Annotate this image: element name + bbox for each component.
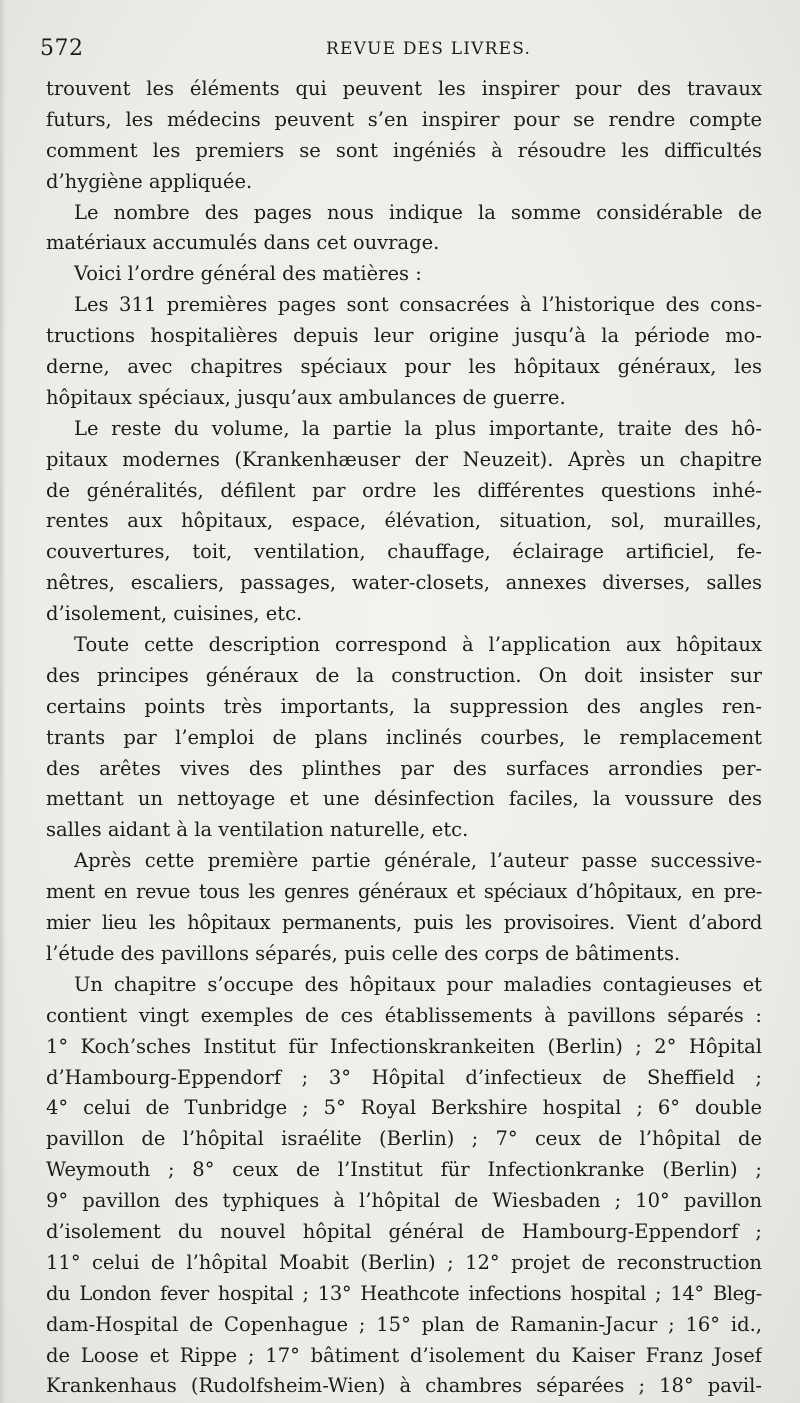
text-line: 9° pavillon des typhiques à l’hôpital de Wiesbaden ; 10° pavillon — [46, 1189, 762, 1213]
text-line: d’hygiène appliquée. — [46, 169, 253, 193]
text-line: Krankenhaus (Rudolfsheim-Wien) à chambres séparées ; 18° pavil- — [46, 1374, 762, 1398]
text-line: d’Hambourg-Eppendorf ; 3° Hôpital d’infectieux de Sheffield ; — [46, 1065, 762, 1089]
text-line: Le reste du volume, la partie la plus importante, traite des hô- — [74, 416, 762, 440]
text-line: derne, avec chapitres spéciaux pour les hôpitaux généraux, les — [46, 355, 762, 379]
text-line: futurs, les médecins peuvent s’en inspirer pour se rendre compte — [46, 107, 762, 131]
text-line: certains points très importants, la suppression des angles ren- — [46, 694, 762, 718]
text-line: nêtres, escaliers, passages, water-closets, annexes diverses, salles — [46, 571, 762, 595]
text-line: des principes généraux de la construction. On doit insister sur — [46, 663, 762, 687]
body-text — [46, 74, 762, 1402]
text-line: salles aidant à la ventilation naturelle, etc. — [46, 818, 469, 842]
text-line: trouvent les éléments qui peuvent les inspirer pour des travaux — [46, 77, 762, 100]
text-line: des arêtes vives des plinthes par des surfaces arrondies per- — [46, 756, 762, 780]
text-line: comment les premiers se sont ingéniés à résoudre les difficultés — [46, 138, 762, 162]
running-title: REVUE DES LIVRES. — [326, 39, 532, 59]
page-edge-shadow — [0, 0, 6, 1403]
text-line: pitaux modernes (Krankenhæuser der Neuzeit). Après un chapitre — [46, 447, 762, 471]
text-line: Voici l’ordre général des matières : — [74, 262, 422, 286]
text-line: 11° celui de l’hôpital Moabit (Berlin) ; 12° projet de reconstruction — [46, 1250, 762, 1274]
text-line: mier lieu les hôpitaux permanents, puis les provisoires. Vient d’abord — [46, 911, 762, 935]
text-line: de Loose et Rippe ; 17° bâtiment d’isolement du Kaiser Franz Josef — [46, 1343, 762, 1367]
text-line: trants par l’emploi de plans inclinés courbes, le remplacement — [46, 725, 762, 749]
text-line: du London fever hospital ; 13° Heathcote infections hospital ; 14° Bleg- — [46, 1281, 762, 1305]
text-line: matériaux accumulés dans cet ouvrage. — [46, 231, 440, 255]
text-line: Toute cette description correspond à l’application aux hôpitaux — [74, 633, 762, 657]
text-line: contient vingt exemples de ces établissements à pavillons séparés : — [46, 1003, 762, 1027]
text-line: Après cette première partie générale, l’auteur passe successive- — [74, 849, 762, 873]
text-line: Les 311 premières pages sont consacrées à l’historique des cons- — [74, 293, 762, 317]
text-line: rentes aux hôpitaux, espace, élévation, situation, sol, murailles, — [46, 509, 762, 533]
running-head — [36, 36, 764, 68]
text-line: couvertures, toit, ventilation, chauffage, éclairage artificiel, fe- — [46, 540, 762, 564]
text-line: Le nombre des pages nous indique la somme considérable de — [74, 200, 762, 224]
text-line: de généralités, défilent par ordre les différentes questions inhé- — [46, 478, 762, 502]
text-line: tructions hospitalières depuis leur origine jusqu’à la période mo- — [46, 324, 762, 348]
text-line: Weymouth ; 8° ceux de l’Institut für Infectionkranke (Berlin) ; — [46, 1158, 762, 1182]
page-number: 572 — [40, 36, 84, 61]
text-line: 1° Koch’sches Institut für Infectionskrankeiten (Berlin) ; 2° Hôpital — [46, 1034, 762, 1058]
text-line: l’étude des pavillons séparés, puis celle des corps de bâtiments. — [46, 941, 681, 965]
text-line: mettant un nettoyage et une désinfection faciles, la voussure des — [46, 787, 762, 811]
text-line: d’isolement du nouvel hôpital général de Hambourg-Eppendorf ; — [46, 1219, 762, 1243]
text-line: dam-Hospital de Copenhague ; 15° plan de Ramanin-Jacur ; 16° id., — [46, 1312, 762, 1336]
text-line: hôpitaux spéciaux, jusqu’aux ambulances de guerre. — [46, 385, 566, 409]
text-line: d’isolement, cuisines, etc. — [46, 602, 303, 626]
text-line: pavillon de l’hôpital israélite (Berlin) ; 7° ceux de l’hôpital de — [46, 1127, 762, 1151]
text-line: Un chapitre s’occupe des hôpitaux pour maladies contagieuses et — [74, 972, 762, 996]
text-line: 4° celui de Tunbridge ; 5° Royal Berkshire hospital ; 6° double — [46, 1096, 762, 1120]
text-line: ment en revue tous les genres généraux et spéciaux d’hôpitaux, en pre- — [46, 880, 762, 904]
